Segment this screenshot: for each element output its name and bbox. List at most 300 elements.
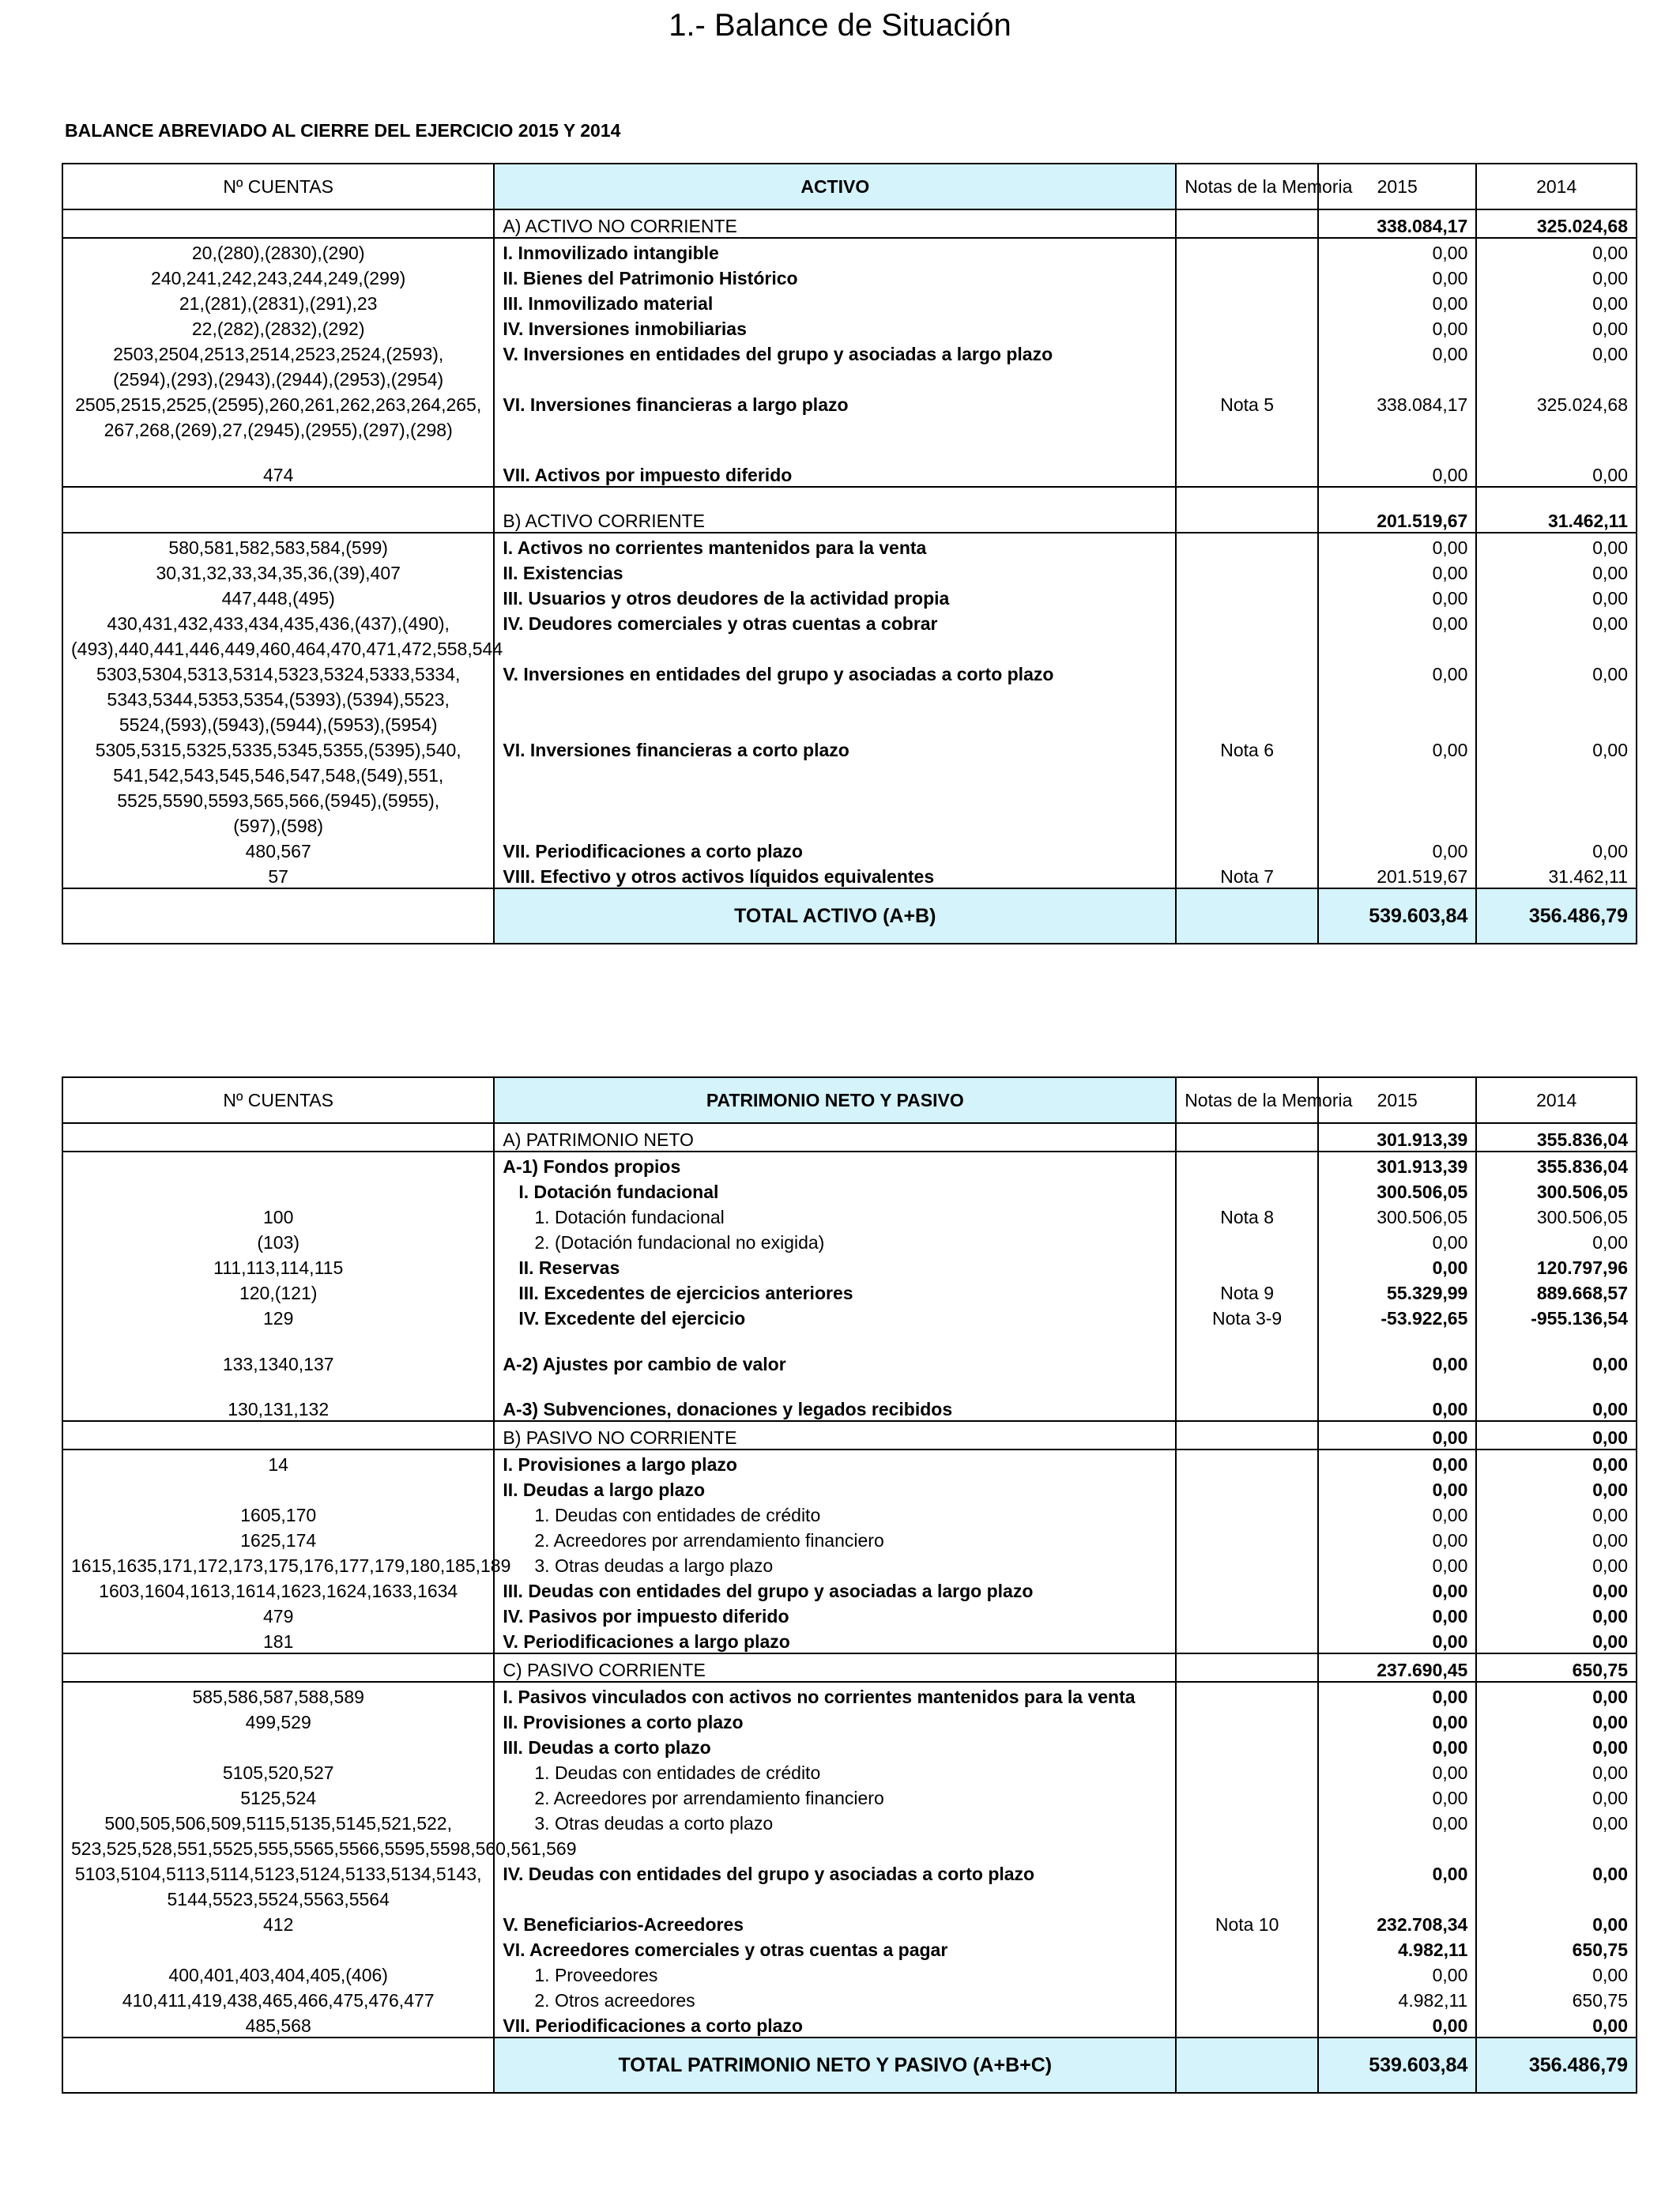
value-2015	[1318, 635, 1476, 660]
value-2015: 232.708,34	[1318, 1910, 1476, 1936]
table-row	[62, 1304, 1637, 1329]
account-codes	[62, 1936, 494, 1961]
value-2015: 0,00	[1318, 1449, 1476, 1476]
concept-label: 2. Acreedores por arrendamiento financiero	[494, 1526, 1176, 1551]
note-ref: Nota 7	[1176, 862, 1318, 888]
value-2014: 0,00	[1476, 2011, 1637, 2038]
value-2014: 0,00	[1476, 1476, 1637, 1501]
account-codes: 474	[62, 441, 494, 487]
activo-header-row	[62, 164, 1637, 209]
value-2014: 0,00	[1476, 1501, 1637, 1526]
concept-label: IV. Deudores comerciales y otras cuentas a cobrar	[494, 609, 1176, 635]
account-codes: 2505,2515,2525,(2595),260,261,262,263,264,265,	[62, 390, 494, 416]
value-2015	[1318, 365, 1476, 390]
value-2014: 0,00	[1476, 1526, 1637, 1551]
table-row	[62, 1809, 1637, 1834]
value-2014: 355.836,04	[1476, 1152, 1637, 1178]
note-ref	[1176, 1577, 1318, 1602]
value-2015: 0,00	[1318, 238, 1476, 264]
value-2015: 0,00	[1318, 1421, 1476, 1449]
value-2015: 0,00	[1318, 1375, 1476, 1421]
concept-label	[494, 365, 1176, 390]
value-2015: 0,00	[1318, 1759, 1476, 1784]
concept-label: III. Deudas a corto plazo	[494, 1733, 1176, 1759]
total-activo-2015: 539.603,84	[1318, 888, 1476, 944]
account-codes: 5305,5315,5325,5335,5345,5355,(5395),540,	[62, 736, 494, 761]
value-2015: 0,00	[1318, 1733, 1476, 1759]
value-2014: 650,75	[1476, 1936, 1637, 1961]
note-ref	[1176, 1682, 1318, 1708]
value-2014: 0,00	[1476, 1682, 1637, 1708]
value-2015	[1318, 1834, 1476, 1860]
table-row	[62, 812, 1637, 837]
value-2014: 0,00	[1476, 238, 1637, 264]
value-2015: 0,00	[1318, 1602, 1476, 1627]
concept-label: IV. Inversiones inmobiliarias	[494, 315, 1176, 340]
section-row	[62, 209, 1637, 238]
table-row	[62, 1682, 1637, 1708]
value-2014: 0,00	[1476, 1602, 1637, 1627]
table-row	[62, 685, 1637, 711]
concept-label: II. Provisiones a corto plazo	[494, 1708, 1176, 1733]
concept-label: IV. Excedente del ejercicio	[494, 1304, 1176, 1329]
value-2015: 55.329,99	[1318, 1279, 1476, 1304]
year-2014-header: 2014	[1476, 1077, 1637, 1123]
note-ref	[1176, 786, 1318, 812]
note-ref	[1176, 1733, 1318, 1759]
concept-label: 1. Dotación fundacional	[494, 1203, 1176, 1228]
value-2014: 120.797,96	[1476, 1253, 1637, 1279]
note-ref	[1176, 1449, 1318, 1476]
concept-label: III. Excedentes de ejercicios anteriores	[494, 1279, 1176, 1304]
table-row	[62, 1253, 1637, 1279]
pasivo-table	[62, 1076, 1637, 2094]
page-title: 1.- Balance de Situación	[669, 8, 1011, 43]
note-ref	[1176, 487, 1318, 533]
value-2015: 0,00	[1318, 340, 1476, 365]
concept-label: A-3) Subvenciones, donaciones y legados recibidos	[494, 1375, 1176, 1421]
account-codes: 129	[62, 1304, 494, 1329]
value-2014	[1476, 365, 1637, 390]
concept-label: II. Deudas a largo plazo	[494, 1476, 1176, 1501]
table-row	[62, 1733, 1637, 1759]
note-ref	[1176, 584, 1318, 609]
account-codes: 20,(280),(2830),(290)	[62, 238, 494, 264]
table-row	[62, 711, 1637, 736]
value-2014: 0,00	[1476, 533, 1637, 559]
value-2014: 0,00	[1476, 289, 1637, 315]
value-2015	[1318, 416, 1476, 441]
value-2014: 0,00	[1476, 559, 1637, 584]
account-codes: 5144,5523,5524,5563,5564	[62, 1885, 494, 1910]
value-2015: 0,00	[1318, 1551, 1476, 1577]
account-codes: (597),(598)	[62, 812, 494, 837]
account-codes: 5103,5104,5113,5114,5123,5124,5133,5134,5143,	[62, 1860, 494, 1885]
note-ref	[1176, 1375, 1318, 1421]
concept-label: B) ACTIVO CORRIENTE	[494, 487, 1176, 533]
table-row	[62, 1936, 1637, 1961]
concept-label: 2. Otros acreedores	[494, 1986, 1176, 2011]
activo-total-row	[62, 888, 1637, 944]
notes-header: Notas de la Memoria	[1176, 164, 1318, 209]
value-2014: 889.668,57	[1476, 1279, 1637, 1304]
value-2014: 0,00	[1476, 1784, 1637, 1809]
account-codes: 30,31,32,33,34,35,36,(39),407	[62, 559, 494, 584]
value-2014: 0,00	[1476, 264, 1637, 289]
value-2015: 0,00	[1318, 736, 1476, 761]
total-pasivo-label: TOTAL PATRIMONIO NETO Y PASIVO (A+B+C)	[494, 2038, 1176, 2093]
pasivo-header-row	[62, 1077, 1637, 1123]
value-2014: 300.506,05	[1476, 1178, 1637, 1203]
table-row	[62, 761, 1637, 786]
concept-label: VI. Inversiones financieras a largo plazo	[494, 390, 1176, 416]
account-codes	[62, 1653, 494, 1682]
value-2015	[1318, 786, 1476, 812]
value-2015: 0,00	[1318, 441, 1476, 487]
value-2015: 237.690,45	[1318, 1653, 1476, 1682]
table-row	[62, 441, 1637, 487]
concept-label: VII. Periodificaciones a corto plazo	[494, 2011, 1176, 2038]
note-ref	[1176, 711, 1318, 736]
note-ref	[1176, 1526, 1318, 1551]
value-2014: 0,00	[1476, 609, 1637, 635]
account-codes: 485,568	[62, 2011, 494, 2038]
note-ref: Nota 3-9	[1176, 1304, 1318, 1329]
account-codes: 181	[62, 1627, 494, 1653]
value-2014	[1476, 1834, 1637, 1860]
concept-label	[494, 1885, 1176, 1910]
table-row	[62, 1577, 1637, 1602]
concept-label: 1. Deudas con entidades de crédito	[494, 1501, 1176, 1526]
concept-label	[494, 685, 1176, 711]
table-row	[62, 1152, 1637, 1178]
value-2014: 0,00	[1476, 1449, 1637, 1476]
table-row	[62, 1860, 1637, 1885]
concept-label	[494, 711, 1176, 736]
table-row	[62, 1784, 1637, 1809]
value-2014: 650,75	[1476, 1986, 1637, 2011]
total-pasivo-2015: 539.603,84	[1318, 2038, 1476, 2093]
account-codes: 2503,2504,2513,2514,2523,2524,(2593),	[62, 340, 494, 365]
concept-label: 3. Otras deudas a corto plazo	[494, 1809, 1176, 1834]
value-2014: 0,00	[1476, 584, 1637, 609]
value-2015	[1318, 711, 1476, 736]
account-codes: 523,525,528,551,5525,555,5565,5566,5595,5598,560,561,569	[62, 1834, 494, 1860]
value-2015: 0,00	[1318, 1476, 1476, 1501]
concept-label: V. Inversiones en entidades del grupo y asociadas a largo plazo	[494, 340, 1176, 365]
value-2015: 0,00	[1318, 264, 1476, 289]
note-ref	[1176, 1759, 1318, 1784]
value-2014: 31.462,11	[1476, 487, 1637, 533]
note-ref	[1176, 1784, 1318, 1809]
note-ref: Nota 9	[1176, 1279, 1318, 1304]
value-2014: 650,75	[1476, 1653, 1637, 1682]
value-2014: 0,00	[1476, 1627, 1637, 1653]
table-row	[62, 1708, 1637, 1733]
concept-label: 1. Deudas con entidades de crédito	[494, 1759, 1176, 1784]
account-codes: 100	[62, 1203, 494, 1228]
value-2014: 325.024,68	[1476, 390, 1637, 416]
value-2015: 0,00	[1318, 1228, 1476, 1253]
value-2015: 300.506,05	[1318, 1203, 1476, 1228]
account-codes: 500,505,506,509,5115,5135,5145,521,522,	[62, 1809, 494, 1834]
value-2014: 0,00	[1476, 1421, 1637, 1449]
concept-label	[494, 635, 1176, 660]
account-codes: 1615,1635,171,172,173,175,176,177,179,180,185,189	[62, 1551, 494, 1577]
concept-label: V. Periodificaciones a largo plazo	[494, 1627, 1176, 1653]
pasivo-body	[62, 1123, 1637, 2038]
value-2014: 0,00	[1476, 315, 1637, 340]
concept-label: A) PATRIMONIO NETO	[494, 1123, 1176, 1152]
note-ref	[1176, 1123, 1318, 1152]
concept-label: IV. Pasivos por impuesto diferido	[494, 1602, 1176, 1627]
concept-label: VI. Inversiones financieras a corto plazo	[494, 736, 1176, 761]
section-row	[62, 1123, 1637, 1152]
total-activo-2014: 356.486,79	[1476, 888, 1637, 944]
value-2015: 0,00	[1318, 1961, 1476, 1986]
value-2014: 355.836,04	[1476, 1123, 1637, 1152]
account-codes	[62, 1733, 494, 1759]
accounts-header: Nº CUENTAS	[62, 1077, 494, 1123]
note-ref: Nota 5	[1176, 390, 1318, 416]
value-2014: 0,00	[1476, 1329, 1637, 1375]
table-row	[62, 1476, 1637, 1501]
value-2014: 0,00	[1476, 736, 1637, 761]
value-2015: 4.982,11	[1318, 1936, 1476, 1961]
account-codes	[62, 1152, 494, 1178]
account-codes: 267,268,(269),27,(2945),(2955),(297),(298)	[62, 416, 494, 441]
table-row	[62, 1449, 1637, 1476]
note-ref	[1176, 1936, 1318, 1961]
account-codes: 5525,5590,5593,565,566,(5945),(5955),	[62, 786, 494, 812]
concept-label: V. Beneficiarios-Acreedores	[494, 1910, 1176, 1936]
table-row	[62, 1602, 1637, 1627]
value-2015: 0,00	[1318, 533, 1476, 559]
value-2014: 0,00	[1476, 1551, 1637, 1577]
activo-table	[62, 163, 1637, 944]
account-codes: (103)	[62, 1228, 494, 1253]
account-codes: 5125,524	[62, 1784, 494, 1809]
note-ref	[1176, 1602, 1318, 1627]
note-ref	[1176, 1834, 1318, 1860]
value-2015	[1318, 812, 1476, 837]
table-row	[62, 1986, 1637, 2011]
account-codes: 1625,174	[62, 1526, 494, 1551]
value-2015: 0,00	[1318, 1577, 1476, 1602]
table-row	[62, 1279, 1637, 1304]
account-codes: 111,113,114,115	[62, 1253, 494, 1279]
concept-label: II. Existencias	[494, 559, 1176, 584]
notes-header: Notas de la Memoria	[1176, 1077, 1318, 1123]
account-codes: 120,(121)	[62, 1279, 494, 1304]
table-row	[62, 315, 1637, 340]
concept-label: VIII. Efectivo y otros activos líquidos equivalentes	[494, 862, 1176, 888]
note-ref	[1176, 416, 1318, 441]
table-row	[62, 340, 1637, 365]
concept-label: A-1) Fondos propios	[494, 1152, 1176, 1178]
account-codes: 447,448,(495)	[62, 584, 494, 609]
note-ref: Nota 10	[1176, 1910, 1318, 1936]
note-ref	[1176, 1228, 1318, 1253]
concept-label: IV. Deudas con entidades del grupo y asociadas a corto plazo	[494, 1860, 1176, 1885]
note-ref	[1176, 1708, 1318, 1733]
value-2015	[1318, 685, 1476, 711]
table-row	[62, 1627, 1637, 1653]
note-ref	[1176, 1961, 1318, 1986]
account-codes	[62, 1476, 494, 1501]
concept-label: III. Usuarios y otros deudores de la actividad propia	[494, 584, 1176, 609]
account-codes: 14	[62, 1449, 494, 1476]
note-ref	[1176, 533, 1318, 559]
concept-label: C) PASIVO CORRIENTE	[494, 1653, 1176, 1682]
year-2015-header: 2015	[1318, 164, 1476, 209]
note-ref	[1176, 1860, 1318, 1885]
concept-label: VII. Activos por impuesto diferido	[494, 441, 1176, 487]
account-codes	[62, 1123, 494, 1152]
value-2015: 0,00	[1318, 1860, 1476, 1885]
concept-label: V. Inversiones en entidades del grupo y asociadas a corto plazo	[494, 660, 1176, 685]
concept-label: 3. Otras deudas a largo plazo	[494, 1551, 1176, 1577]
concept-label	[494, 416, 1176, 441]
account-codes: 240,241,242,243,244,249,(299)	[62, 264, 494, 289]
table-row	[62, 1834, 1637, 1860]
account-codes: (493),440,441,446,449,460,464,470,471,472,558,544	[62, 635, 494, 660]
account-codes: 5303,5304,5313,5314,5323,5324,5333,5334,	[62, 660, 494, 685]
table-row	[62, 1203, 1637, 1228]
note-ref	[1176, 365, 1318, 390]
table-row	[62, 1375, 1637, 1421]
value-2014: 0,00	[1476, 1708, 1637, 1733]
table-row	[62, 2011, 1637, 2038]
table-row	[62, 609, 1637, 635]
value-2015: 0,00	[1318, 559, 1476, 584]
note-ref	[1176, 660, 1318, 685]
value-2014: 0,00	[1476, 1228, 1637, 1253]
table-row	[62, 660, 1637, 685]
value-2014: 0,00	[1476, 441, 1637, 487]
value-2014: 31.462,11	[1476, 862, 1637, 888]
year-2014-header: 2014	[1476, 164, 1637, 209]
value-2014: 0,00	[1476, 1910, 1637, 1936]
section-row	[62, 487, 1637, 533]
note-ref	[1176, 685, 1318, 711]
section-row	[62, 1421, 1637, 1449]
table-row	[62, 1759, 1637, 1784]
account-codes: 21,(281),(2831),(291),23	[62, 289, 494, 315]
table-row	[62, 238, 1637, 264]
total-pasivo-2014: 356.486,79	[1476, 2038, 1637, 2093]
section-heading: BALANCE ABREVIADO AL CIERRE DEL EJERCICIO 2015 Y 2014	[65, 120, 621, 141]
value-2015: 0,00	[1318, 315, 1476, 340]
value-2014	[1476, 786, 1637, 812]
value-2015: 0,00	[1318, 584, 1476, 609]
account-codes: 5343,5344,5353,5354,(5393),(5394),5523,	[62, 685, 494, 711]
value-2014: -955.136,54	[1476, 1304, 1637, 1329]
note-ref	[1176, 1501, 1318, 1526]
value-2015: 0,00	[1318, 2011, 1476, 2038]
concept-label: III. Inmovilizado material	[494, 289, 1176, 315]
concept-label: VII. Periodificaciones a corto plazo	[494, 837, 1176, 862]
value-2014: 0,00	[1476, 837, 1637, 862]
note-ref	[1176, 1809, 1318, 1834]
table-row	[62, 264, 1637, 289]
value-2015: 0,00	[1318, 609, 1476, 635]
table-row	[62, 584, 1637, 609]
activo-body	[62, 209, 1637, 888]
account-codes: 412	[62, 1910, 494, 1936]
total-activo-label: TOTAL ACTIVO (A+B)	[494, 888, 1176, 944]
concept-label	[494, 1834, 1176, 1860]
value-2014	[1476, 635, 1637, 660]
account-codes: 5524,(593),(5943),(5944),(5953),(5954)	[62, 711, 494, 736]
value-2015: 0,00	[1318, 1329, 1476, 1375]
table-row	[62, 1885, 1637, 1910]
value-2015: 338.084,17	[1318, 209, 1476, 238]
table-row	[62, 786, 1637, 812]
activo-title: ACTIVO	[494, 164, 1176, 209]
concept-label: I. Dotación fundacional	[494, 1178, 1176, 1203]
note-ref: Nota 8	[1176, 1203, 1318, 1228]
value-2014: 0,00	[1476, 1759, 1637, 1784]
concept-label: VI. Acreedores comerciales y otras cuentas a pagar	[494, 1936, 1176, 1961]
concept-label: A) ACTIVO NO CORRIENTE	[494, 209, 1176, 238]
concept-label: III. Deudas con entidades del grupo y asociadas a largo plazo	[494, 1577, 1176, 1602]
account-codes: 133,1340,137	[62, 1329, 494, 1375]
pasivo-total-row	[62, 2038, 1637, 2093]
value-2014: 0,00	[1476, 1809, 1637, 1834]
account-codes: 130,131,132	[62, 1375, 494, 1421]
account-codes: 479	[62, 1602, 494, 1627]
account-codes: 1603,1604,1613,1614,1623,1624,1633,1634	[62, 1577, 494, 1602]
account-codes: 400,401,403,404,405,(406)	[62, 1961, 494, 1986]
concept-label: II. Bienes del Patrimonio Histórico	[494, 264, 1176, 289]
note-ref	[1176, 1476, 1318, 1501]
concept-label	[494, 761, 1176, 786]
concept-label: 1. Proveedores	[494, 1961, 1176, 1986]
value-2014: 0,00	[1476, 1577, 1637, 1602]
value-2015: 201.519,67	[1318, 487, 1476, 533]
value-2014: 0,00	[1476, 1860, 1637, 1885]
account-codes: 580,581,582,583,584,(599)	[62, 533, 494, 559]
note-ref	[1176, 315, 1318, 340]
value-2014	[1476, 416, 1637, 441]
note-ref	[1176, 812, 1318, 837]
value-2015: 300.506,05	[1318, 1178, 1476, 1203]
concept-label: 2. (Dotación fundacional no exigida)	[494, 1228, 1176, 1253]
table-row	[62, 390, 1637, 416]
note-ref	[1176, 1421, 1318, 1449]
note-ref	[1176, 559, 1318, 584]
account-codes	[62, 1421, 494, 1449]
account-codes: 410,411,419,438,465,466,475,476,477	[62, 1986, 494, 2011]
value-2014: 0,00	[1476, 340, 1637, 365]
account-codes	[62, 487, 494, 533]
value-2015: 4.982,11	[1318, 1986, 1476, 2011]
value-2014	[1476, 1885, 1637, 1910]
table-row	[62, 1551, 1637, 1577]
table-row	[62, 1178, 1637, 1203]
note-ref	[1176, 1329, 1318, 1375]
value-2015: 0,00	[1318, 1627, 1476, 1653]
pasivo-title: PATRIMONIO NETO Y PASIVO	[494, 1077, 1176, 1123]
table-row	[62, 559, 1637, 584]
account-codes: 499,529	[62, 1708, 494, 1733]
account-codes: 5105,520,527	[62, 1759, 494, 1784]
value-2015: 0,00	[1318, 289, 1476, 315]
account-codes	[62, 209, 494, 238]
value-2015: 338.084,17	[1318, 390, 1476, 416]
note-ref	[1176, 1627, 1318, 1653]
